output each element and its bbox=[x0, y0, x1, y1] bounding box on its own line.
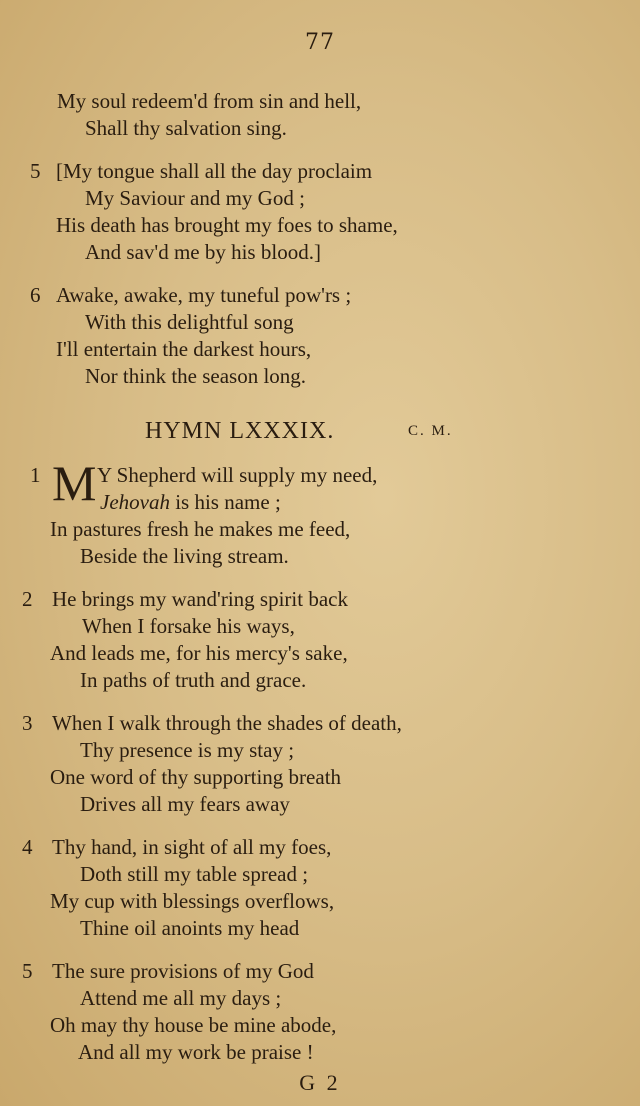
verse4-line-3: My cup with blessings overflows, bbox=[50, 889, 335, 913]
verse2-line-3: And leads me, for his mercy's sake, bbox=[50, 641, 348, 665]
verse4-line-4: Thine oil anoints my head bbox=[80, 916, 300, 940]
verse2-line-4: In paths of truth and grace. bbox=[80, 668, 307, 692]
verse-number-5: 5 bbox=[22, 959, 33, 983]
verse5-line-4: And all my work be praise ! bbox=[78, 1040, 314, 1064]
verse5-line-3: Oh may thy house be mine abode, bbox=[50, 1013, 337, 1037]
verse1-line-1: Y Shepherd will supply my need, bbox=[97, 463, 378, 487]
verse3-line-1: When I walk through the shades of death, bbox=[52, 711, 402, 735]
prev-verse-number-5: 5 bbox=[30, 159, 41, 183]
verse-number-4: 4 bbox=[22, 835, 33, 859]
hymn-meter: C. M. bbox=[408, 423, 453, 439]
verse1-line-2 bbox=[100, 489, 281, 515]
stanza-tail-line-2: Shall thy salvation sing. bbox=[85, 116, 287, 140]
verse4-line-1: Thy hand, in sight of all my foes, bbox=[52, 835, 332, 859]
page-number: 77 bbox=[305, 30, 335, 55]
prev-verse6-line-1: Awake, awake, my tuneful pow'rs ; bbox=[56, 283, 352, 307]
stanza-tail-line-1: My soul redeem'd from sin and hell, bbox=[57, 89, 362, 113]
verse1-line-2-rest: is his name ; bbox=[175, 490, 281, 514]
prev-verse5-line-4: And sav'd me by his blood.] bbox=[85, 240, 321, 264]
prev-verse6-line-2: With this delightful song bbox=[85, 310, 294, 334]
hymn-title: HYMN LXXXIX. bbox=[145, 418, 335, 444]
verse1-line-4: Beside the living stream. bbox=[80, 544, 289, 568]
verse3-line-4: Drives all my fears away bbox=[80, 792, 290, 816]
verse1-line-3: In pastures fresh he makes me feed, bbox=[50, 517, 351, 541]
prev-verse6-line-4: Nor think the season long. bbox=[85, 364, 307, 388]
verse2-line-2: When I forsake his ways, bbox=[82, 614, 295, 638]
prev-verse6-line-3: I'll entertain the darkest hours, bbox=[56, 337, 312, 361]
signature-mark: G 2 bbox=[299, 1070, 341, 1095]
verse-number-1: 1 bbox=[30, 463, 41, 487]
verse3-line-3: One word of thy supporting breath bbox=[50, 765, 342, 789]
verse-number-3: 3 bbox=[22, 711, 33, 735]
prev-verse-number-6: 6 bbox=[30, 283, 41, 307]
drop-cap: M bbox=[52, 455, 97, 511]
jehovah-name: Jehovah bbox=[100, 490, 170, 514]
verse3-line-2: Thy presence is my stay ; bbox=[80, 738, 295, 762]
verse-number-2: 2 bbox=[22, 587, 33, 611]
verse5-line-1: The sure provisions of my God bbox=[52, 959, 314, 983]
verse5-line-2: Attend me all my days ; bbox=[80, 986, 282, 1010]
prev-verse5-line-1: [My tongue shall all the day proclaim bbox=[56, 159, 373, 183]
verse2-line-1: He brings my wand'ring spirit back bbox=[52, 587, 348, 611]
verse4-line-2: Doth still my table spread ; bbox=[80, 862, 309, 886]
prev-verse5-line-2: My Saviour and my God ; bbox=[85, 186, 305, 210]
prev-verse5-line-3: His death has brought my foes to shame, bbox=[56, 213, 398, 237]
